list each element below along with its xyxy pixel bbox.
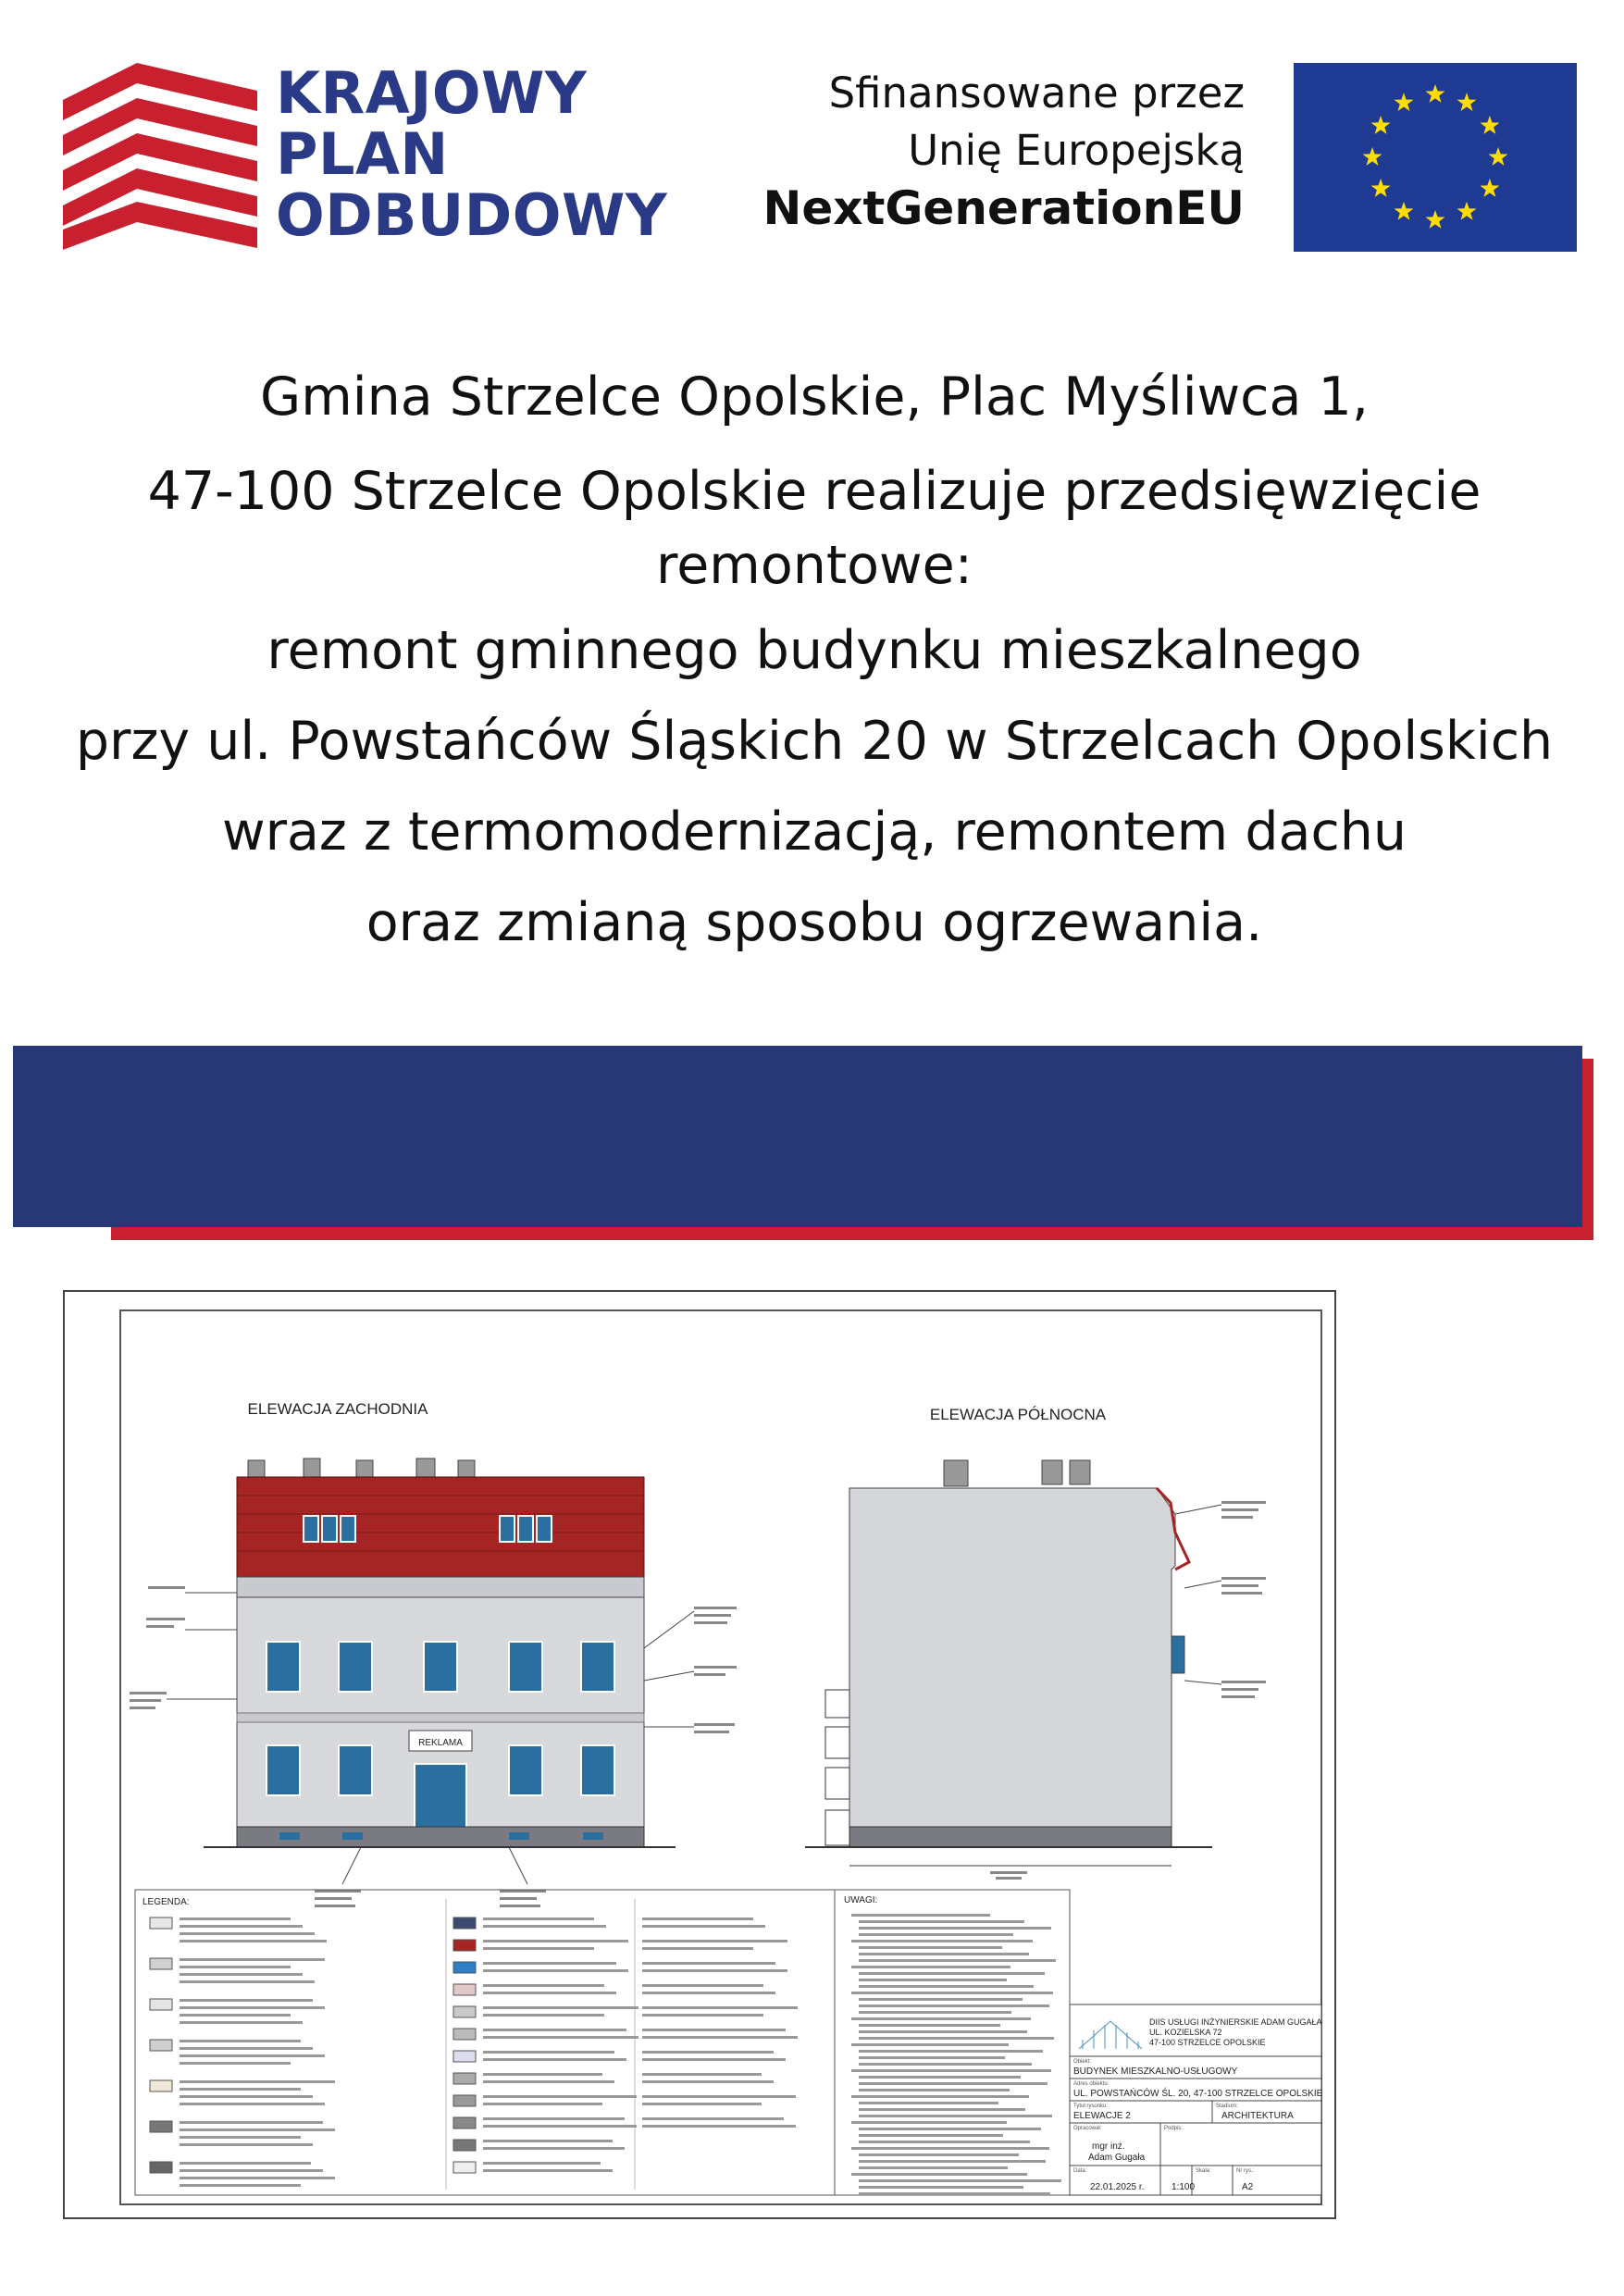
- eu-star-icon: [1457, 93, 1477, 111]
- kpo-line-1: KRAJOWY: [276, 59, 588, 127]
- eu-flag-icon: [1294, 63, 1577, 252]
- sheet-value: A2: [1242, 2182, 1254, 2192]
- legend-text-line: [642, 1925, 765, 1928]
- notes-text-line: [851, 2017, 1031, 2020]
- sign-label: REKLAMA: [418, 1738, 463, 1748]
- legend-swatch: [453, 2006, 476, 2017]
- notes-text-line: [851, 2095, 1029, 2098]
- legend-text-line: [180, 2088, 301, 2091]
- notes-text-line: [859, 1972, 1045, 1975]
- legend-text-line: [180, 2095, 313, 2098]
- notes-text-line: [859, 2030, 1027, 2033]
- legend-text-line: [180, 2062, 291, 2065]
- scale-label: Skala:: [1196, 2168, 1211, 2174]
- announcement-line-7: oraz zmianą sposobu ogrzewania.: [366, 892, 1263, 953]
- legend-text-line: [483, 1925, 606, 1928]
- legend-text-line: [483, 2169, 613, 2172]
- eu-line-2: Unię Europejską: [908, 126, 1245, 175]
- notes-text-line: [851, 2147, 1049, 2150]
- designer-title: mgr inż.: [1092, 2141, 1125, 2152]
- notes-text-line: [859, 1920, 1024, 1923]
- legend-text-line: [483, 2073, 602, 2076]
- legend-swatch: [453, 2117, 476, 2128]
- west-elevation-title: ELEWACJA ZACHODNIA: [247, 1400, 428, 1418]
- legend-swatch: [453, 1984, 476, 1995]
- notes-text-line: [859, 1953, 1029, 1955]
- north-elevation-title: ELEWACJA PÓŁNOCNA: [929, 1406, 1107, 1423]
- object-value: BUDYNEK MIESZKALNO-USŁUGOWY: [1073, 2066, 1238, 2077]
- notes-text-line: [859, 2011, 1011, 2014]
- notes-text-line: [859, 2056, 1005, 2059]
- legend-text-line: [642, 2073, 762, 2076]
- notes-text-line: [859, 2134, 1003, 2137]
- kpo-stripes-icon: [63, 63, 257, 257]
- legend: [135, 1890, 1070, 2195]
- legend-swatch: [453, 2162, 476, 2173]
- object-label: Obiekt:: [1073, 2059, 1092, 2065]
- notes-text-line: [851, 2043, 1009, 2046]
- legend-text-line: [180, 2080, 335, 2083]
- announcement-line-5: przy ul. Powstańców Śląskich 20 w Strzelcach Opolskich: [75, 711, 1554, 772]
- west-elevation: [130, 1458, 737, 1907]
- notes-text-line: [859, 2004, 1049, 2007]
- notes-text-line: [851, 1966, 1010, 1968]
- company-line-1: DIIS USŁUGI INŻYNIERSKIE ADAM GUGAŁA: [1149, 2017, 1322, 2027]
- legend-swatch: [150, 2162, 172, 2173]
- legend-text-line: [642, 1947, 753, 1950]
- legend-text-line: [180, 2128, 335, 2131]
- legend-text-line: [642, 2125, 796, 2128]
- legend-text-line: [642, 1992, 775, 1994]
- stage-label: Stadium:: [1216, 2104, 1238, 2109]
- notes-text-line: [859, 2141, 1030, 2143]
- legend-text-line: [180, 2014, 291, 2017]
- legend-text-line: [642, 2029, 786, 2031]
- legend-text-line: [642, 2095, 796, 2098]
- kpo-line-2: PLAN: [276, 120, 449, 188]
- legend-swatch: [150, 2080, 172, 2091]
- notes-text-line: [851, 2173, 1027, 2176]
- eu-star-icon: [1489, 147, 1508, 166]
- legend-text-line: [180, 1999, 313, 2002]
- legend-swatch: [150, 2121, 172, 2132]
- scale-value: 1:100: [1172, 2182, 1196, 2192]
- eu-star-icon: [1371, 116, 1391, 134]
- legend-text-line: [180, 1917, 291, 1920]
- legend-text-line: [642, 1940, 787, 1942]
- legend-text-line: [642, 2051, 774, 2054]
- notes-text-line: [859, 2063, 1032, 2066]
- announcement-line-4: remont gminnego budynku mieszkalnego: [267, 620, 1362, 681]
- notes-text-line: [859, 2037, 1054, 2040]
- legend-text-line: [483, 2006, 638, 2009]
- legend-text-line: [483, 2140, 613, 2142]
- legend-title: LEGENDA:: [143, 1897, 190, 1907]
- legend-text-line: [180, 2103, 325, 2105]
- notes-text-line: [859, 2102, 998, 2104]
- drawing-label: Tytuł rysunku:: [1073, 2104, 1109, 2109]
- legend-text-line: [180, 2184, 301, 2187]
- legend-text-line: [642, 1962, 775, 1965]
- kpo-line-3: ODBUDOWY: [276, 181, 668, 249]
- legend-text-line: [180, 2162, 311, 2165]
- notes-text-line: [859, 2186, 1023, 2189]
- legend-text-line: [180, 1932, 315, 1935]
- notes-text-line: [859, 2160, 1046, 2163]
- legend-text-line: [483, 2036, 638, 2039]
- sheet-label: Nr rys.:: [1236, 2168, 1255, 2174]
- legend-text-line: [483, 1969, 628, 1972]
- legend-text-line: [483, 2162, 601, 2165]
- legend-swatch: [150, 1999, 172, 2010]
- legend-swatch: [453, 2029, 476, 2040]
- date-value: 22.01.2025 r.: [1090, 2182, 1145, 2192]
- legend-text-line: [483, 2014, 604, 2017]
- author-label: Podpis:: [1164, 2126, 1184, 2131]
- legend-text-line: [180, 2021, 303, 2024]
- legend-text-line: [483, 2051, 614, 2054]
- legend-text-line: [483, 1992, 616, 1994]
- legend-swatch: [150, 1917, 172, 1929]
- legend-text-line: [483, 2125, 637, 2128]
- eu-star-icon: [1426, 84, 1445, 103]
- legend-text-line: [180, 2047, 313, 2050]
- notes-text-line: [851, 1940, 1033, 1942]
- announcement-line-2: 47-100 Strzelce Opolskie realizuje przedsięwzięcie: [147, 461, 1481, 522]
- legend-swatch: [453, 1962, 476, 1973]
- legend-swatch: [453, 1940, 476, 1951]
- notes-text-line: [859, 2076, 1021, 2079]
- drawing-value: ELEWACJE 2: [1073, 2111, 1131, 2121]
- eu-funding-text: [762, 65, 1245, 237]
- legend-text-line: [180, 2040, 301, 2042]
- legend-swatch: [453, 1917, 476, 1929]
- legend-text-line: [642, 1917, 753, 1920]
- notes-text-line: [859, 1959, 1056, 1962]
- legend-text-line: [180, 1973, 303, 1976]
- date-label: Data:: [1073, 2168, 1087, 2174]
- legend-text-line: [180, 1958, 325, 1961]
- announcement-line-3: remontowe:: [656, 535, 973, 596]
- eu-star-icon: [1457, 202, 1477, 220]
- legend-text-line: [483, 2147, 625, 2150]
- legend-text-line: [642, 2036, 798, 2039]
- designer-label: Opracował:: [1073, 2126, 1102, 2131]
- notes-text-line: [859, 2024, 1000, 2027]
- kpo-logo: [63, 59, 668, 257]
- notes-text-line: [851, 2121, 1007, 2124]
- legend-text-line: [483, 1940, 628, 1942]
- legend-swatch: [453, 2095, 476, 2106]
- notes-text-line: [859, 2192, 1050, 2195]
- notes-text-line: [859, 2050, 1043, 2053]
- legend-text-line: [180, 1966, 291, 1968]
- legend-text-line: [642, 2014, 763, 2017]
- notes-text-line: [851, 1914, 990, 1917]
- eu-star-icon: [1395, 202, 1414, 220]
- designer-name: Adam Gugała: [1088, 2153, 1146, 2163]
- legend-swatch: [453, 2073, 476, 2084]
- eu-line-3: NextGenerationEU: [762, 181, 1245, 235]
- notes-text-line: [859, 2082, 1048, 2085]
- legend-text-line: [483, 2029, 626, 2031]
- legend-swatch: [453, 2140, 476, 2151]
- architectural-drawing: [63, 1290, 1336, 2219]
- legend-text-line: [642, 2080, 774, 2083]
- legend-swatch: [150, 2040, 172, 2051]
- company-line-3: 47-100 STRZELCE OPOLSKIE: [1149, 2038, 1266, 2047]
- legend-text-line: [483, 2103, 602, 2105]
- eu-line-1: Sfinansowane przez: [828, 68, 1245, 118]
- legend-text-line: [180, 2006, 325, 2009]
- notes-text-line: [859, 1985, 1034, 1988]
- notes-text-line: [859, 2115, 1052, 2117]
- notes-text-line: [859, 2179, 1061, 2182]
- legend-text-line: [483, 1917, 594, 1920]
- legend-text-line: [483, 1947, 594, 1950]
- announcement-line-6: wraz z termomodernizacją, remontem dachu: [221, 801, 1407, 863]
- eu-star-icon: [1426, 210, 1445, 229]
- notes-text-line: [859, 1933, 1013, 1936]
- kpo-wordmark: [276, 59, 668, 249]
- company-line-2: UL. KOZIELSKA 72: [1149, 2028, 1222, 2037]
- legend-text-line: [180, 1925, 303, 1928]
- address-value: UL. POWSTAŃCÓW ŚL. 20, 47-100 STRZELCE OPOLSKIE: [1073, 2089, 1323, 2099]
- notes-text-line: [859, 2166, 1008, 2169]
- eu-star-icon: [1395, 93, 1414, 111]
- legend-text-line: [180, 2136, 301, 2139]
- eu-star-icon: [1480, 116, 1499, 134]
- legend-text-line: [180, 2177, 335, 2179]
- address-label: Adres obiektu:: [1073, 2081, 1110, 2087]
- north-elevation: [805, 1460, 1266, 1880]
- notes-text-line: [859, 2153, 1019, 2156]
- legend-text-line: [180, 1980, 315, 1983]
- legend-text-line: [483, 1984, 604, 1987]
- legend-text-line: [483, 2058, 626, 2061]
- notes-text-line: [859, 1998, 1023, 2001]
- notes-text-line: [859, 1946, 1002, 1949]
- legend-text-line: [180, 2143, 313, 2146]
- legend-text-line: [642, 2117, 784, 2120]
- eu-star-icon: [1363, 147, 1382, 166]
- eu-star-icon: [1371, 179, 1391, 197]
- legend-text-line: [642, 2058, 786, 2061]
- branch-value: ARCHITEKTURA: [1221, 2111, 1294, 2121]
- legend-text-line: [180, 2169, 323, 2172]
- legend-swatch: [453, 2051, 476, 2062]
- eu-star-icon: [1480, 179, 1499, 197]
- blue-banner: [13, 1046, 1582, 1227]
- legend-text-line: [483, 2080, 614, 2083]
- notes-text-line: [859, 1927, 1051, 1930]
- legend-text-line: [483, 2095, 637, 2098]
- legend-text-line: [642, 2103, 762, 2105]
- legend-text-line: [180, 2121, 323, 2124]
- announcement-line-1: Gmina Strzelce Opolskie, Plac Myśliwca 1,: [260, 366, 1369, 428]
- legend-text-line: [483, 2117, 625, 2120]
- notes-text-line: [859, 2089, 1010, 2091]
- notes-text-line: [851, 2069, 1051, 2072]
- legend-text-line: [180, 1940, 327, 1942]
- title-block: [1070, 2004, 1323, 2195]
- legend-text-line: [483, 1962, 616, 1965]
- legend-text-line: [642, 1969, 787, 1972]
- notes-text-line: [859, 1979, 1007, 1981]
- notes-text-line: [859, 2108, 1025, 2111]
- legend-text-line: [642, 1984, 763, 1987]
- notes-text-line: [859, 2128, 1041, 2130]
- legend-text-line: [180, 2054, 325, 2057]
- legend-swatch: [150, 1958, 172, 1969]
- legend-text-line: [642, 2006, 798, 2009]
- notes-text-line: [851, 1992, 1053, 1994]
- notes-title: UWAGI:: [844, 1895, 878, 1905]
